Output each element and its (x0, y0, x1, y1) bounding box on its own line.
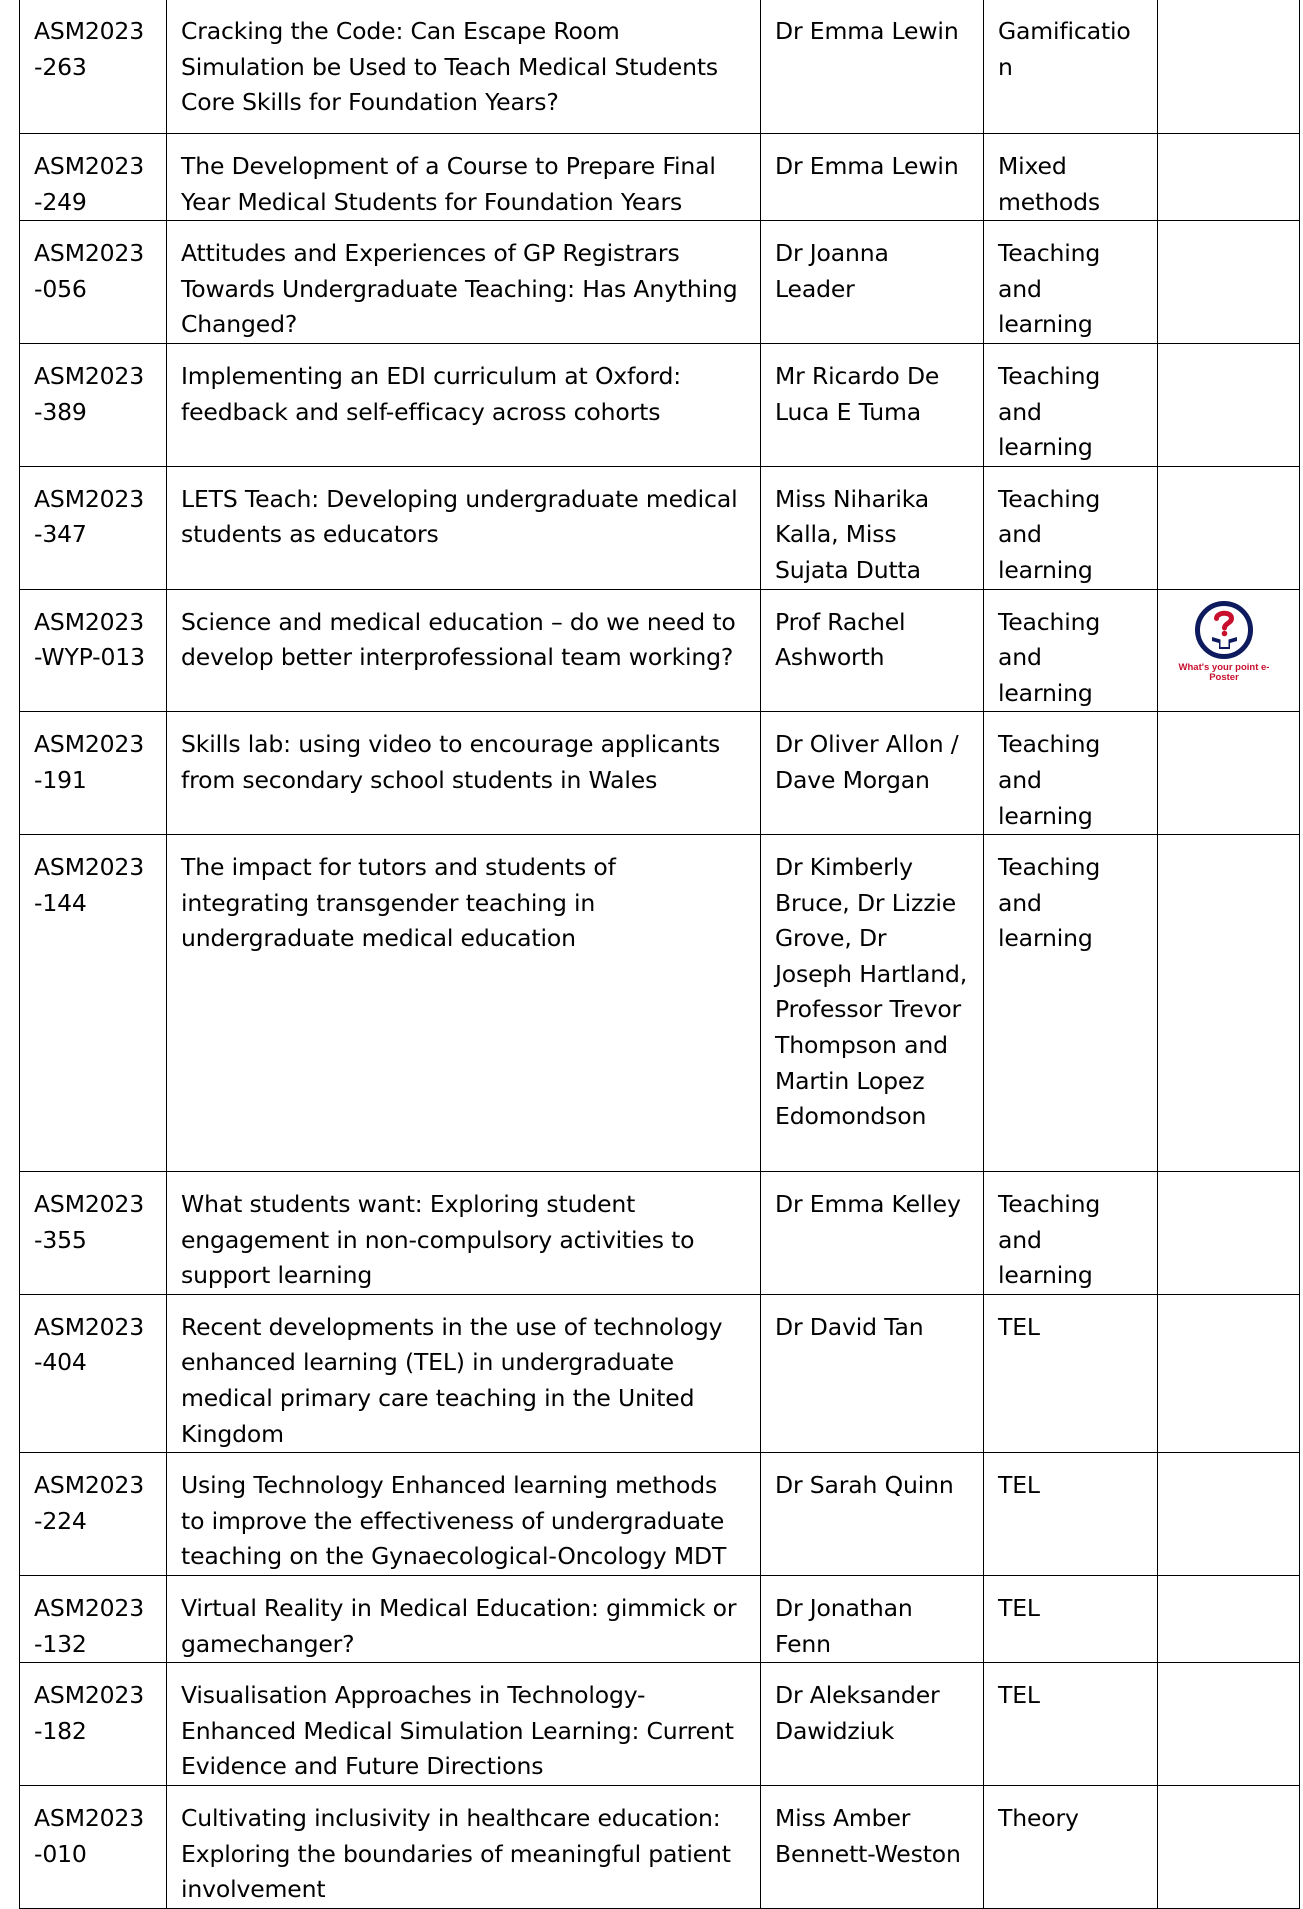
abstract-title: Implementing an EDI curriculum at Oxford: feedback and self-efficacy across cohorts (167, 343, 761, 466)
table-row (20, 1453, 1300, 1576)
abstract-id: ASM2023-191 (20, 712, 167, 835)
badge-cell (1158, 343, 1300, 466)
abstract-title: Virtual Reality in Medical Education: gimmick or gamechanger? (167, 1576, 761, 1663)
abstract-title: The Development of a Course to Prepare Final Year Medical Students for Foundation Years (167, 134, 761, 221)
badge-cell (1158, 466, 1300, 589)
whats-your-point-eposter-badge (1165, 599, 1283, 683)
badge-cell (1158, 0, 1300, 134)
table-row (20, 466, 1300, 589)
badge-caption: What's your point e-Poster (1178, 661, 1270, 683)
badge-cell (1158, 1172, 1300, 1295)
abstract-id: ASM2023-144 (20, 835, 167, 1172)
abstract-id: ASM2023-056 (20, 221, 167, 344)
table-row (20, 134, 1300, 221)
abstracts-table-body (20, 0, 1300, 1908)
abstracts-table (19, 0, 1300, 1909)
abstract-title: LETS Teach: Developing undergraduate medical students as educators (167, 466, 761, 589)
abstract-authors: Dr Joanna Leader (761, 221, 984, 344)
badge-cell (1158, 712, 1300, 835)
abstract-authors: Dr David Tan (761, 1294, 984, 1452)
abstract-theme: TEL (984, 1576, 1158, 1663)
abstract-title: Recent developments in the use of technology enhanced learning (TEL) in undergraduate medical primary care teaching in the United Kingdom (167, 1294, 761, 1452)
abstract-authors: Dr Emma Lewin (761, 134, 984, 221)
badge-cell (1158, 589, 1300, 712)
abstract-authors: Dr Emma Lewin (761, 0, 984, 134)
table-row (20, 1576, 1300, 1663)
table-row (20, 1294, 1300, 1452)
abstract-id: ASM2023-010 (20, 1786, 167, 1909)
table-row (20, 835, 1300, 1172)
abstract-authors: Dr Kimberly Bruce, Dr Lizzie Grove, Dr Joseph Hartland, Professor Trevor Thompson and Martin Lopez Edomondson (761, 835, 984, 1172)
abstract-title: The impact for tutors and students of integrating transgender teaching in undergraduate medical education (167, 835, 761, 1172)
abstract-theme: Teaching and learning (984, 221, 1158, 344)
abstract-title: Visualisation Approaches in Technology-Enhanced Medical Simulation Learning: Current Evidence and Future Directions (167, 1663, 761, 1786)
abstract-authors: Dr Emma Kelley (761, 1172, 984, 1295)
table-row (20, 712, 1300, 835)
abstract-title: Skills lab: using video to encourage applicants from secondary school students in Wales (167, 712, 761, 835)
abstract-theme: Teaching and learning (984, 589, 1158, 712)
badge-cell (1158, 1663, 1300, 1786)
badge-cell (1158, 1786, 1300, 1909)
table-row (20, 343, 1300, 466)
abstract-authors: Dr Oliver Allon / Dave Morgan (761, 712, 984, 835)
badge-cell (1158, 1294, 1300, 1452)
abstract-theme: Teaching and learning (984, 835, 1158, 1172)
abstract-theme: TEL (984, 1663, 1158, 1786)
abstract-id: ASM2023-132 (20, 1576, 167, 1663)
abstract-title: What students want: Exploring student engagement in non-compulsory activities to support learning (167, 1172, 761, 1295)
table-row (20, 0, 1300, 134)
abstract-theme: Mixed methods (984, 134, 1158, 221)
table-row (20, 1786, 1300, 1909)
badge-cell (1158, 1453, 1300, 1576)
abstract-id: ASM2023-404 (20, 1294, 167, 1452)
abstract-theme: Teaching and learning (984, 343, 1158, 466)
abstract-id: ASM2023-249 (20, 134, 167, 221)
abstract-authors: Mr Ricardo De Luca E Tuma (761, 343, 984, 466)
abstract-title: Using Technology Enhanced learning methods to improve the effectiveness of undergraduate teaching on the Gynaecological-Oncology MDT (167, 1453, 761, 1576)
badge-cell (1158, 221, 1300, 344)
abstract-theme: Theory (984, 1786, 1158, 1909)
abstract-theme: Teaching and learning (984, 712, 1158, 835)
document-page (19, 0, 1300, 1909)
abstract-title: Science and medical education – do we need to develop better interprofessional team working? (167, 589, 761, 712)
abstract-title: Cultivating inclusivity in healthcare education: Exploring the boundaries of meaningful patient involvement (167, 1786, 761, 1909)
abstract-authors: Dr Jonathan Fenn (761, 1576, 984, 1663)
abstract-authors: Prof Rachel Ashworth (761, 589, 984, 712)
table-row (20, 1172, 1300, 1295)
abstract-id: ASM2023-389 (20, 343, 167, 466)
abstract-id: ASM2023-224 (20, 1453, 167, 1576)
abstract-title: Attitudes and Experiences of GP Registrars Towards Undergraduate Teaching: Has Anything Changed? (167, 221, 761, 344)
abstract-id: ASM2023-182 (20, 1663, 167, 1786)
question-mark-dot (1222, 630, 1228, 636)
badge-cell (1158, 1576, 1300, 1663)
abstract-id: ASM2023-WYP-013 (20, 589, 167, 712)
abstract-authors: Dr Sarah Quinn (761, 1453, 984, 1576)
abstract-authors: Miss Amber Bennett-Weston (761, 1786, 984, 1909)
table-row (20, 221, 1300, 344)
abstract-theme: Teaching and learning (984, 466, 1158, 589)
abstract-id: ASM2023-347 (20, 466, 167, 589)
abstract-theme: TEL (984, 1294, 1158, 1452)
abstract-theme: Gamification (984, 0, 1158, 134)
abstract-theme: Teaching and learning (984, 1172, 1158, 1295)
abstract-authors: Dr Aleksander Dawidziuk (761, 1663, 984, 1786)
abstract-authors: Miss Niharika Kalla, Miss Sujata Dutta (761, 466, 984, 589)
badge-cell (1158, 835, 1300, 1172)
badge-cell (1158, 134, 1300, 221)
whats-your-point-eposter-icon (1193, 599, 1255, 661)
table-row (20, 589, 1300, 712)
abstract-id: ASM2023-263 (20, 0, 167, 134)
table-row (20, 1663, 1300, 1786)
abstract-title: Cracking the Code: Can Escape Room Simulation be Used to Teach Medical Students Core Skills for Foundation Years? (167, 0, 761, 134)
abstract-theme: TEL (984, 1453, 1158, 1576)
abstract-id: ASM2023-355 (20, 1172, 167, 1295)
